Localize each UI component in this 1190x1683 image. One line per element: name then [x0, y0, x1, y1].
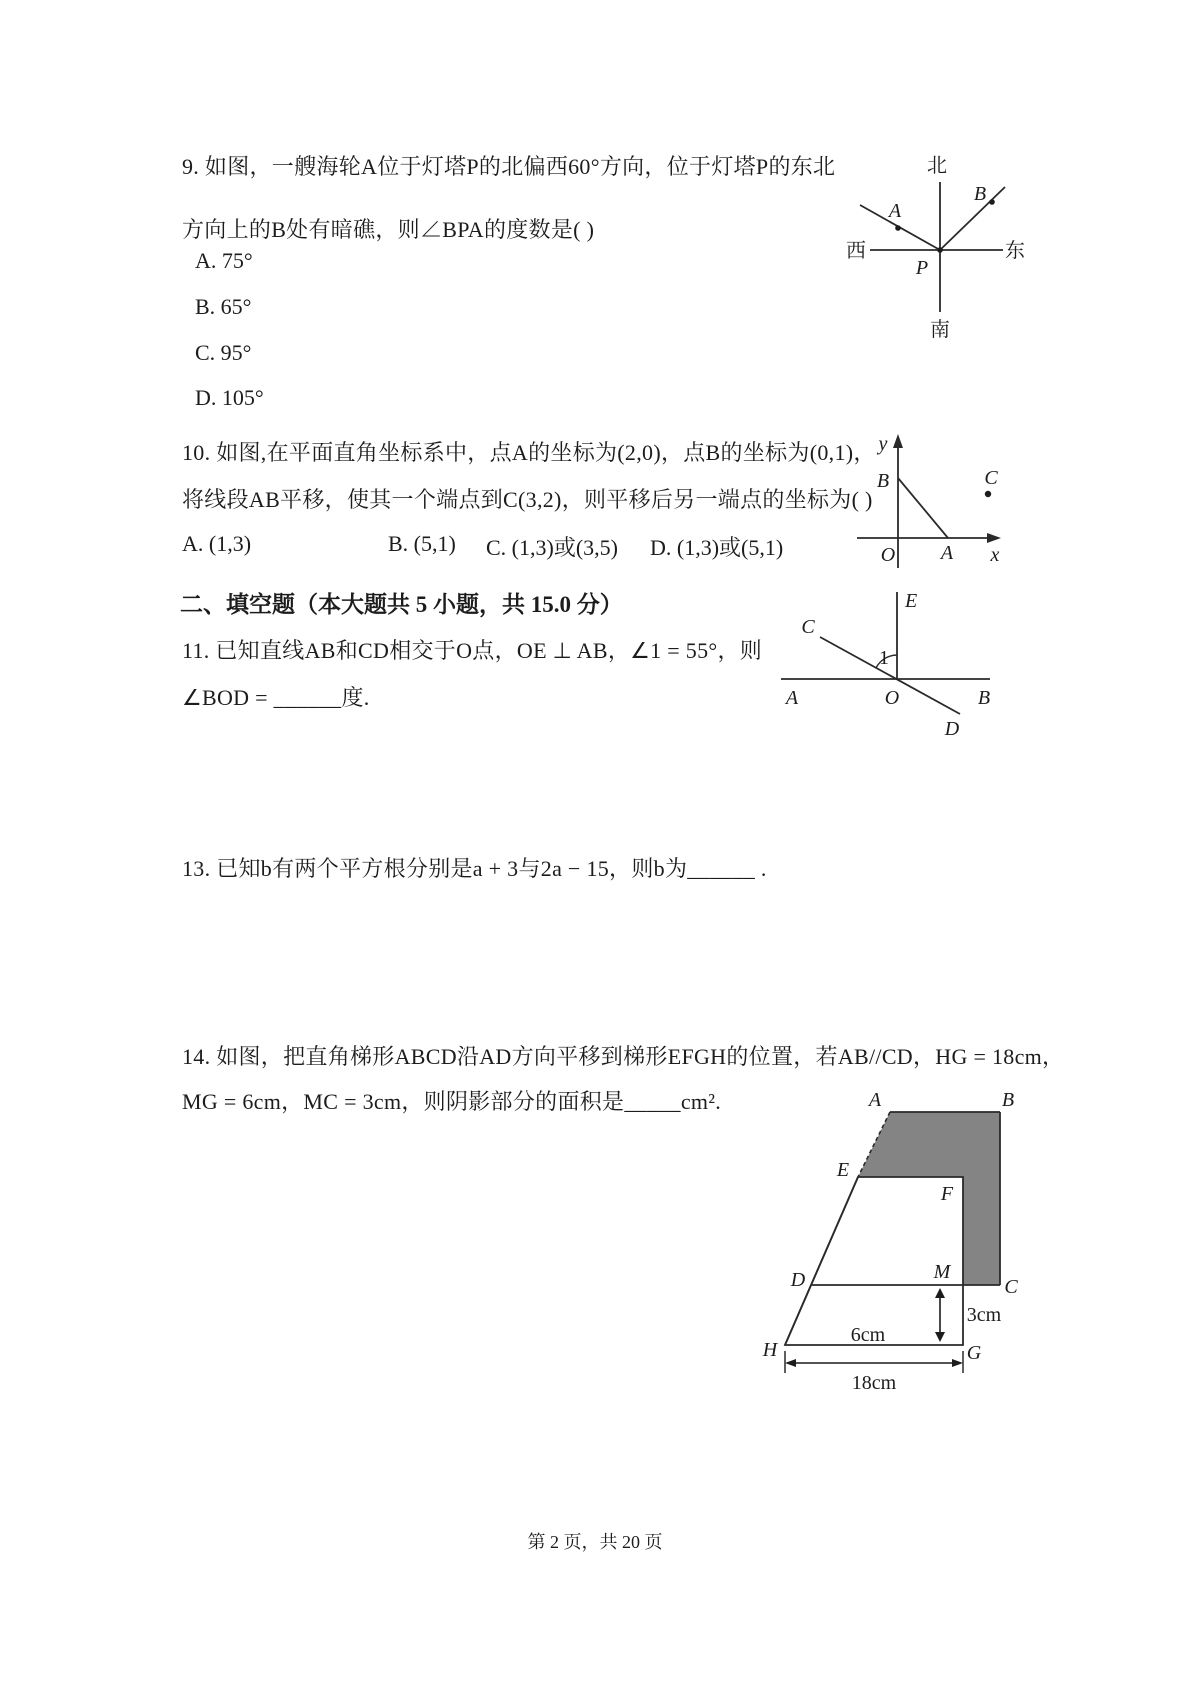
point-b-dot: [989, 199, 995, 205]
label-c: C: [1004, 1276, 1018, 1298]
q10-option-a: A. (1,3): [182, 531, 252, 556]
label-e: E: [905, 590, 918, 612]
ray-pb: [940, 187, 1005, 250]
label-g: G: [966, 1342, 982, 1364]
q9-text-line1: 9. 如图，一艘海轮A位于灯塔P的北偏西60°方向，位于灯塔P的东北: [182, 154, 836, 179]
label-south: 南: [930, 319, 950, 341]
label-x: x: [990, 544, 1000, 566]
label-east: 东: [1005, 240, 1025, 262]
q9-option-b: B. 65°: [195, 294, 252, 319]
q10-option-b: B. (5,1): [388, 531, 456, 556]
x-axis-arrowhead: [987, 533, 1001, 543]
q11-text-line1: 11. 已知直线AB和CD相交于O点，OE ⊥ AB，∠1 = 55°，则: [182, 638, 763, 663]
q11-lines-figure: [778, 578, 1003, 753]
q10-option-d: D. (1,3)或(5,1): [650, 535, 784, 560]
q9-option-a: A. 75°: [195, 248, 253, 273]
label-a: A: [785, 687, 799, 709]
label-a: A: [940, 542, 954, 564]
label-c: C: [801, 616, 815, 638]
q14-text-line2: MG = 6cm，MC = 3cm，则阴影部分的面积是_____cm².: [182, 1089, 722, 1114]
q9-compass-figure: [843, 140, 1033, 345]
q9-option-c: C. 95°: [195, 340, 252, 365]
point-p-dot: [937, 247, 943, 253]
segment-ab: [898, 478, 948, 538]
q13-text-line1: 13. 已知b有两个平方根分别是a + 3与2a − 15，则b为______ .: [182, 856, 767, 881]
label-f: F: [940, 1183, 954, 1205]
label-m: M: [933, 1261, 951, 1283]
point-c-dot: [985, 491, 991, 497]
label-b: B: [876, 470, 890, 492]
label-o: O: [880, 544, 896, 566]
q10-axes-figure: [843, 428, 1008, 578]
label-y: y: [878, 433, 888, 455]
section2-title: 二、填空题（本大题共 5 小题，共 15.0 分）: [180, 592, 623, 617]
label-e: E: [836, 1159, 850, 1181]
label-a: A: [888, 200, 902, 222]
label-d: D: [790, 1269, 806, 1291]
dim-18cm: 18cm: [851, 1372, 897, 1394]
q10-text-line2: 将线段AB平移，使其一个端点到C(3,2)，则平移后另一端点的坐标为( ): [182, 487, 873, 512]
label-h: H: [762, 1339, 778, 1361]
q14-trapezoid-figure: [740, 1085, 1050, 1395]
dim18-arrowhead-left: [785, 1359, 796, 1367]
label-d: D: [944, 718, 960, 740]
label-a: A: [868, 1089, 882, 1111]
label-p: P: [915, 257, 929, 279]
q9-text-line2: 方向上的B处有暗礁，则∠BPA的度数是( ): [182, 217, 595, 242]
page-footer: 第 2 页，共 20 页: [527, 1532, 663, 1552]
label-b: B: [977, 687, 991, 709]
q10-option-c: C. (1,3)或(3,5): [486, 535, 618, 560]
label-o: O: [884, 687, 900, 709]
label-north: 北: [927, 155, 947, 177]
q11-text-line2: ∠BOD = ______度.: [182, 685, 370, 710]
y-axis-arrowhead: [893, 434, 903, 448]
label-b: B: [1001, 1089, 1015, 1111]
q10-text-line1: 10. 如图,在平面直角坐标系中，点A的坐标为(2,0)，点B的坐标为(0,1)，: [182, 440, 876, 465]
q9-option-d: D. 105°: [195, 385, 264, 410]
label-angle1: 1: [879, 647, 889, 669]
label-c: C: [984, 467, 998, 489]
dim18-arrowhead-right: [952, 1359, 963, 1367]
point-a-dot: [895, 225, 901, 231]
dim-6cm: 6cm: [850, 1324, 886, 1346]
label-b: B: [973, 183, 987, 205]
dim-3cm: 3cm: [966, 1304, 1002, 1326]
label-west: 西: [846, 240, 866, 262]
q14-text-line1: 14. 如图，把直角梯形ABCD沿AD方向平移到梯形EFGH的位置，若AB//CD，HG = 18cm，: [182, 1044, 1065, 1069]
